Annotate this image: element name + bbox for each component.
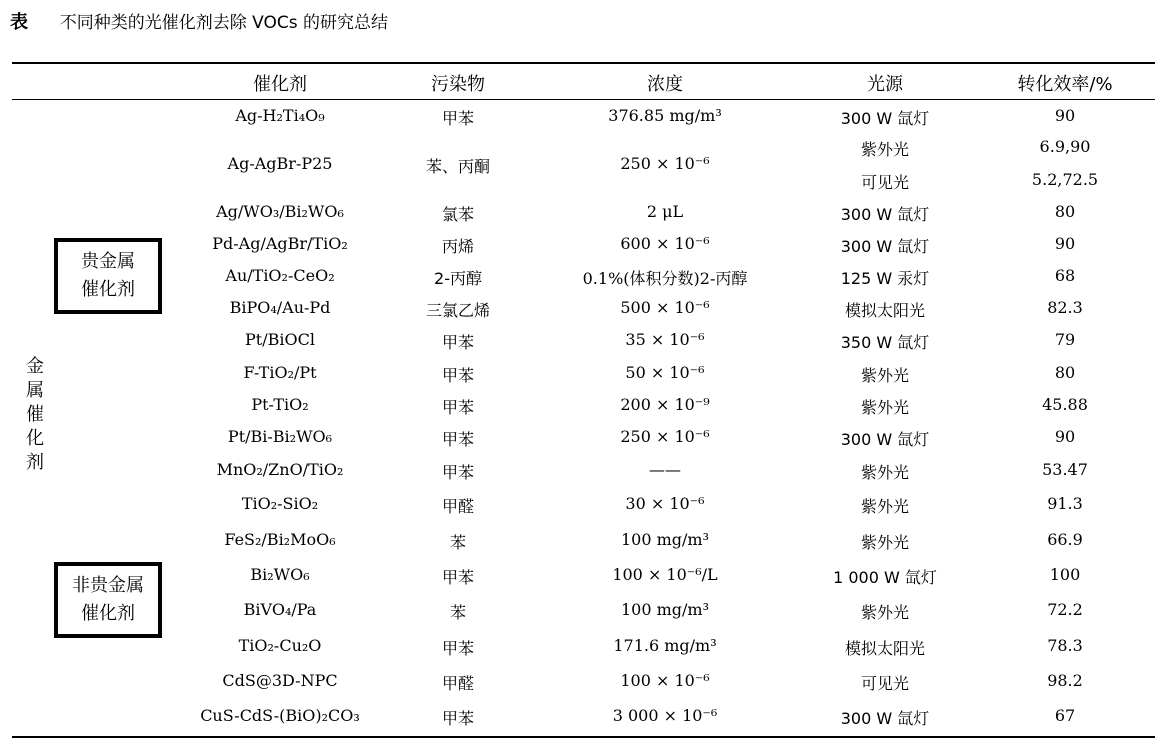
cell-light-source: 紫外光	[860, 140, 909, 159]
cell-efficiency: 6.9,90	[1039, 137, 1091, 156]
cell-efficiency: 100	[1049, 565, 1081, 584]
cell-light-source: 可见光	[860, 173, 909, 192]
table-caption	[10, 8, 388, 34]
cell-efficiency: 67	[1054, 706, 1076, 725]
header-concentration: 浓度	[647, 74, 683, 95]
cell-catalyst: BiVO₄/Pa	[243, 600, 317, 619]
header-pollutant: 污染物	[431, 74, 485, 95]
cell-efficiency: 80	[1054, 202, 1076, 221]
cell-pollutant: 三氯乙烯	[425, 301, 490, 320]
cell-efficiency: 5.2,72.5	[1031, 170, 1099, 189]
group-nonnoble-line1: 非贵金属	[72, 575, 144, 596]
cell-concentration: 100 mg/m³	[620, 530, 709, 549]
cell-light-source: 350 W 氙灯	[840, 333, 930, 352]
cell-light-source: 可见光	[860, 674, 909, 693]
cell-catalyst: CuS-CdS-(BiO)₂CO₃	[200, 706, 360, 725]
cell-light-source: 125 W 汞灯	[840, 269, 930, 288]
cell-concentration: 100 × 10⁻⁶/L	[612, 565, 718, 584]
cell-efficiency: 53.47	[1042, 460, 1088, 479]
cell-catalyst: F-TiO₂/Pt	[243, 363, 317, 382]
cell-concentration: 50 × 10⁻⁶	[625, 363, 705, 382]
top-rule	[12, 62, 1155, 64]
cell-concentration: 30 × 10⁻⁶	[625, 494, 705, 513]
cell-pollutant: 氯苯	[441, 205, 474, 224]
cell-pollutant: 甲苯	[441, 398, 474, 417]
cell-catalyst: Ag/WO₃/Bi₂WO₆	[216, 202, 344, 221]
cell-catalyst: Pd-Ag/AgBr/TiO₂	[212, 234, 348, 253]
cell-concentration: 3 000 × 10⁻⁶	[612, 706, 718, 725]
cell-concentration: 2 μL	[646, 202, 684, 221]
caption-label: 表	[10, 12, 28, 33]
cell-light-source: 300 W 氙灯	[840, 709, 930, 728]
header-efficiency: 转化效率/%	[1017, 74, 1113, 95]
cell-light-source: 300 W 氙灯	[840, 430, 930, 449]
header-light-source: 光源	[867, 74, 903, 95]
cell-concentration: 250 × 10⁻⁶	[620, 154, 710, 173]
cell-efficiency: 79	[1054, 330, 1076, 349]
cell-concentration: 100 mg/m³	[620, 600, 709, 619]
cell-light-source: 300 W 氙灯	[840, 109, 930, 128]
bottom-rule	[12, 736, 1155, 738]
cell-light-source: 紫外光	[860, 366, 909, 385]
cell-pollutant: 2-丙醇	[434, 269, 482, 288]
group-noble-line1: 贵金属	[81, 251, 135, 272]
cell-catalyst: Bi₂WO₆	[250, 565, 310, 584]
cell-catalyst: BiPO₄/Au-Pd	[229, 298, 331, 317]
cell-efficiency: 90	[1054, 427, 1076, 446]
cell-catalyst: Pt/BiOCl	[245, 330, 315, 349]
cell-light-source: 1 000 W 氙灯	[833, 568, 937, 587]
cell-concentration: 100 × 10⁻⁶	[620, 671, 710, 690]
cell-concentration: 0.1%(体积分数)2-丙醇	[582, 269, 748, 288]
cell-concentration: 200 × 10⁻⁹	[620, 395, 710, 414]
cell-pollutant: 甲苯	[441, 463, 474, 482]
group-metal-catalyst: 金属催化剂	[26, 356, 44, 473]
cell-concentration: 376.85 mg/m³	[608, 106, 722, 125]
group-non-noble-metal	[54, 562, 162, 638]
cell-pollutant: 苯	[449, 533, 466, 552]
cell-pollutant: 丙烯	[441, 237, 474, 256]
header-rule	[12, 99, 1155, 100]
cell-concentration: 35 × 10⁻⁶	[625, 330, 705, 349]
cell-light-source: 紫外光	[860, 463, 909, 482]
cell-efficiency: 98.2	[1047, 671, 1083, 690]
cell-efficiency: 90	[1054, 106, 1076, 125]
cell-efficiency: 78.3	[1047, 636, 1083, 655]
cell-efficiency: 72.2	[1047, 600, 1083, 619]
cell-light-source: 300 W 氙灯	[840, 205, 930, 224]
cell-catalyst: TiO₂-Cu₂O	[238, 636, 322, 655]
cell-catalyst: FeS₂/Bi₂MoO₆	[224, 530, 336, 549]
cell-light-source: 模拟太阳光	[844, 301, 925, 320]
cell-efficiency: 91.3	[1047, 494, 1083, 513]
cell-light-source: 紫外光	[860, 497, 909, 516]
cell-pollutant: 甲苯	[441, 366, 474, 385]
cell-concentration: 250 × 10⁻⁶	[620, 427, 710, 446]
cell-catalyst: TiO₂-SiO₂	[241, 494, 319, 513]
cell-concentration: 500 × 10⁻⁶	[620, 298, 710, 317]
cell-pollutant: 甲苯	[441, 430, 474, 449]
cell-efficiency: 80	[1054, 363, 1076, 382]
cell-efficiency: 90	[1054, 234, 1076, 253]
cell-catalyst: Au/TiO₂-CeO₂	[225, 266, 335, 285]
cell-efficiency: 66.9	[1047, 530, 1083, 549]
cell-pollutant: 苯	[449, 603, 466, 622]
cell-catalyst: MnO₂/ZnO/TiO₂	[216, 460, 344, 479]
cell-catalyst: CdS@3D-NPC	[222, 671, 338, 690]
cell-concentration: 600 × 10⁻⁶	[620, 234, 710, 253]
cell-pollutant: 甲醛	[441, 497, 474, 516]
cell-catalyst: Pt-TiO₂	[251, 395, 309, 414]
caption-title: 不同种类的光催化剂去除 VOCs 的研究总结	[59, 13, 388, 33]
cell-pollutant: 甲苯	[441, 333, 474, 352]
cell-efficiency: 68	[1054, 266, 1076, 285]
cell-light-source: 紫外光	[860, 398, 909, 417]
cell-light-source: 紫外光	[860, 533, 909, 552]
cell-efficiency: 45.88	[1042, 395, 1088, 414]
cell-pollutant: 甲苯	[441, 109, 474, 128]
cell-light-source: 300 W 氙灯	[840, 237, 930, 256]
group-nonnoble-line2: 催化剂	[81, 603, 135, 624]
cell-light-source: 模拟太阳光	[844, 639, 925, 658]
cell-efficiency: 82.3	[1047, 298, 1083, 317]
cell-pollutant: 甲苯	[441, 709, 474, 728]
cell-pollutant: 甲苯	[441, 568, 474, 587]
cell-catalyst: Ag-AgBr-P25	[227, 154, 333, 173]
group-noble-line2: 催化剂	[81, 279, 135, 300]
group-noble-metal	[54, 238, 162, 314]
cell-pollutant: 苯、丙酮	[425, 157, 490, 176]
cell-pollutant: 甲醛	[441, 674, 474, 693]
cell-concentration: ——	[649, 460, 681, 479]
cell-light-source: 紫外光	[860, 603, 909, 622]
cell-catalyst: Ag-H₂Ti₄O₉	[235, 106, 325, 125]
header-catalyst: 催化剂	[253, 74, 307, 95]
cell-concentration: 171.6 mg/m³	[613, 636, 717, 655]
cell-pollutant: 甲苯	[441, 639, 474, 658]
cell-catalyst: Pt/Bi-Bi₂WO₆	[227, 427, 333, 446]
